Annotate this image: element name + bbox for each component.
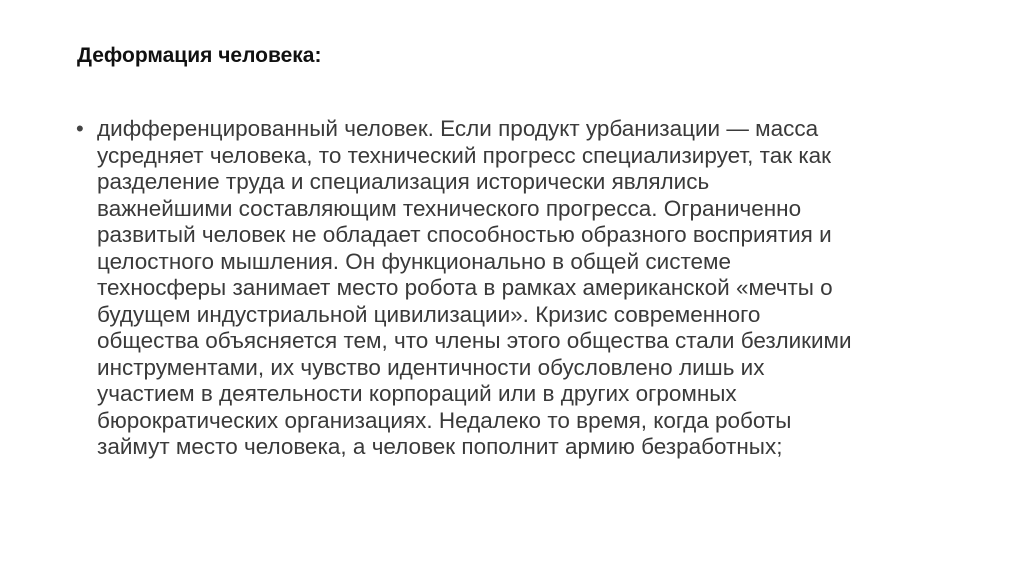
text-line: бюрократических организациях. Недалеко то время, когда роботы xyxy=(97,407,792,433)
text-line: разделение труда и специализация исторически являлись xyxy=(97,169,710,194)
text-line: усредняет человека, то технический прогресс специализирует, так как xyxy=(97,142,832,168)
bullet-list xyxy=(76,116,956,461)
slide-title: Деформация человека: xyxy=(77,44,322,67)
text-line: развитый человек не обладает способностью образного восприятия и xyxy=(97,222,832,247)
text-line: техносферы занимает место робота в рамках американской «мечты о xyxy=(97,275,833,300)
text-line: участием в деятельности корпораций или в других огромных xyxy=(97,381,737,406)
text-line: важнейшими составляющим технического прогресса. Ограниченно xyxy=(97,195,802,221)
text-line: общества объясняется тем, что члены этого общества стали безликими xyxy=(97,328,852,353)
text-line: дифференцированный человек. Если продукт урбанизации — масса xyxy=(97,116,819,141)
text-line: займут место человека, а человек пополнит армию безработных; xyxy=(97,434,783,459)
text-line: будущем индустриальной цивилизации». Кризис современного xyxy=(97,301,761,327)
bullet-item xyxy=(76,116,956,461)
bullet-marker: • xyxy=(76,116,84,141)
bullet-text xyxy=(97,116,956,461)
text-line: целостного мышления. Он функционально в общей системе xyxy=(97,248,731,274)
text-line: инструментами, их чувство идентичности обусловлено лишь их xyxy=(97,354,765,380)
